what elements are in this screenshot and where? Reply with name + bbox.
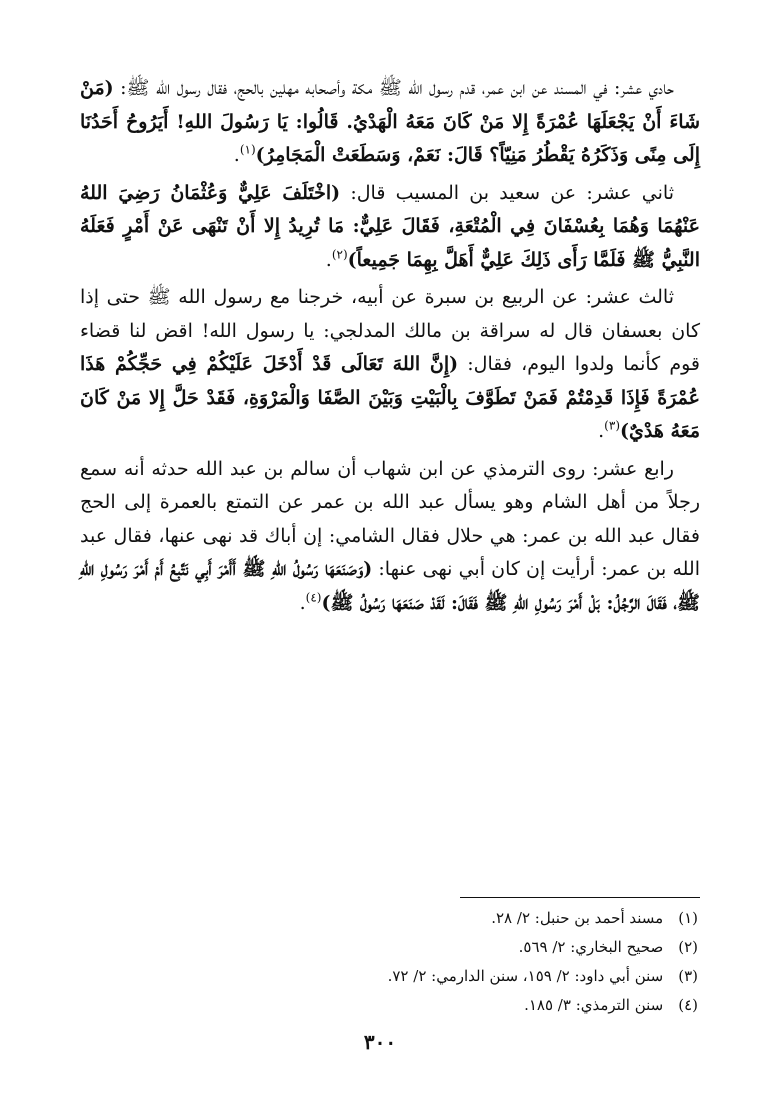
sentence-end: . (598, 420, 605, 442)
paragraph-3 (80, 281, 700, 449)
page-number: ٣٠٠ (363, 1030, 397, 1054)
paragraph-lead: ثالث عشر: عن الربيع بن سبرة عن أبيه، خرجنا مع رسول الله ﷺ حتى إذا كان بعسفان قال له سراقة بن مالك المدلجي: يا رسول الله! اقض لنا قضاء قوم كأنما ولدوا اليوم، فقال: (80, 286, 700, 375)
footnote-marker: (٣) (604, 418, 620, 433)
footnote-divider (460, 897, 700, 898)
footnote-number: (٢) (678, 938, 698, 956)
footnote-marker: (١) (239, 142, 256, 157)
hadith-quote: (وَصَنَعَهَا رَسُولُ اللهِ ﷺ أَأَمْرَ أَبِي نَتَّبِعُ أَمْ أَمْرَ رَسُولِ اللهِ ﷺ، فَقَالَ الرَّجُلُ: بَلْ أَمْرَ رَسُولِ اللهِ ﷺ فَقَالَ: لَقَدْ صَنَعَهَا رَسُولُ ﷺ) (80, 558, 700, 614)
footnote-item (80, 904, 700, 933)
hadith-quote: (اخْتَلَفَ عَلِيٌّ وَعُثْمَانُ رَضِيَ اللهُ عَنْهُمَا وَهُمَا بِعُسْفَانَ فِي الْمُتْعَةِ، فَقَالَ عَلِيٌّ: مَا تُرِيدُ إِلا أَنْ تَنْهَى عَنْ أَمْرٍ فَعَلَهُ النَّبِيُّ ﷺ فَلَمَّا رَأَى ذَلِكَ عَلِيٌّ أَهَلَّ بِهِمَا جَمِيعاً) (80, 181, 700, 271)
hadith-quote: (مَنْ شَاءَ أَنْ يَجْعَلَهَا عُمْرَةً إِلا مَنْ كَانَ مَعَهُ الْهَدْيُ. قَالُوا: يَا رَسُولَ اللهِ! أَيَرُوحُ أَحَدُنَا إِلَى مِنًى وَذَكَرُهُ يَقْطُرُ مَنِيّاً؟ قَالَ: نَعَمْ، وَسَطَعَتْ الْمَجَامِرُ) (80, 77, 700, 166)
footnote-text: سنن الترمذي: ٣/ ١٨٥. (524, 996, 664, 1014)
footnote-marker: (٢) (331, 247, 348, 262)
footnote-number: (٣) (678, 967, 698, 985)
footnote-text: صحيح البخاري: ٢/ ٥٦٩. (518, 938, 664, 956)
footnote-number: (٤) (678, 996, 698, 1014)
sentence-end: . (233, 144, 240, 166)
sentence-end: . (299, 591, 306, 614)
footnote-text: مسند أحمد بن حنبل: ٢/ ٢٨. (491, 909, 664, 927)
paragraph-4 (80, 453, 700, 621)
footnote-text: سنن أبي داود: ٢/ ١٥٩، سنن الدارمي: ٢/ ٧٢. (387, 967, 664, 985)
footnote-item (80, 991, 700, 1020)
paragraph-2 (80, 177, 700, 278)
paragraph-lead: رابع عشر: روى الترمذي عن ابن شهاب أن سالم بن عبد الله حدثه أنه سمع رجلاً من أهل الشام وهو يسأل عبد الله بن عمر عن التمتع بالعمرة إلى الحج فقال عبد الله بن عمر: هي حلال فقال الشامي: إن أباك قد نهى عنها، فقال عبد الله بن عمر: أرأيت إن كان أبي نهى عنها: (80, 457, 700, 580)
footnote-item (80, 933, 700, 962)
footnote-number: (١) (678, 909, 698, 927)
paragraph-lead: ثاني عشر: عن سعيد بن المسيب قال: (340, 181, 674, 204)
footnote-marker: (٤) (305, 590, 322, 605)
paragraph-lead: حادي عشر: في المسند عن ابن عمر، قدم رسول الله ﷺ مكة وأصحابه مهلين بالحج، فقال رسول الله ﷺ: (113, 77, 674, 99)
hadith-quote: (إِنَّ اللهَ تَعَالَى قَدْ أَدْخَلَ عَلَيْكُمْ فِي حَجِّكُمْ هَذَا عُمْرَةً فَإِذَا قَدِمْتُمْ فَمَنْ تَطَوَّفَ بِالْبَيْتِ وَبَيْنَ الصَّفَا وَالْمَرْوَةِ، فَقَدْ حَلَّ إِلا مَنْ كَانَ مَعَهُ هَدْيٌ) (80, 353, 700, 442)
sentence-end: . (325, 248, 332, 271)
footnote-item (80, 962, 700, 991)
footnotes (80, 904, 700, 1020)
main-text (80, 72, 700, 624)
paragraph-1 (80, 72, 700, 173)
